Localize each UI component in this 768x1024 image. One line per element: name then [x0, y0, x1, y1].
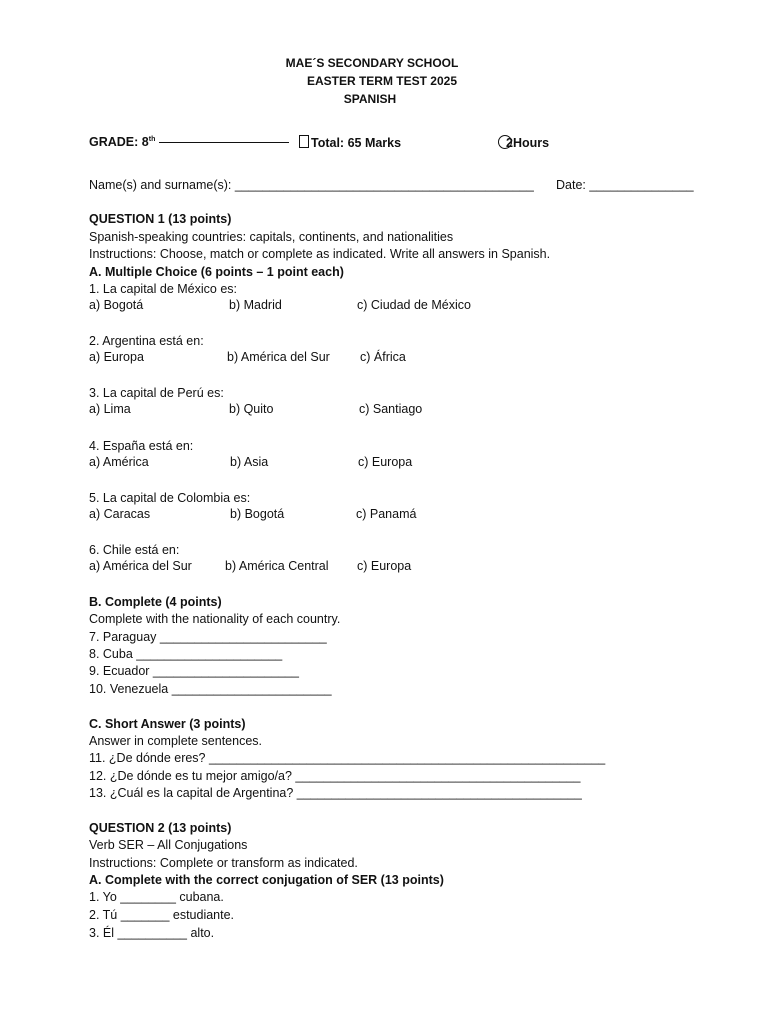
mc-option-a: a) Europa [89, 350, 144, 364]
q2-topic: Verb SER – All Conjugations [89, 838, 248, 852]
grade-field [89, 135, 289, 149]
mc-option-c: c) África [360, 350, 406, 364]
school-name: MAE´S SECONDARY SCHOOL [285, 56, 459, 70]
mc-option-c: c) Panamá [356, 507, 417, 521]
subject-title: SPANISH [343, 92, 397, 106]
missing-glyph-icon [299, 135, 309, 148]
complete-item: 7. Paraguay ________________________ [89, 630, 327, 644]
mc-option-a: a) América del Sur [89, 559, 192, 573]
term-title: EASTER TERM TEST 2025 [306, 74, 458, 88]
q1-title: QUESTION 1 (13 points) [89, 212, 232, 226]
grade-sup: th [148, 136, 156, 143]
q1-c-instructions: Answer in complete sentences. [89, 734, 263, 748]
mc-question: 6. Chile está en: [89, 543, 180, 557]
clock-icon [498, 135, 512, 149]
mc-question: 1. La capital de México es: [89, 282, 237, 296]
mc-option-c: c) Europa [357, 559, 412, 573]
mc-option-b: b) América Central [225, 559, 329, 573]
q2-a-title: A. Complete with the correct conjugation of SER (13 points) [89, 873, 444, 887]
total-marks [299, 135, 401, 150]
total-label: Total: 65 Marks [311, 136, 402, 150]
conjugation-item: 2. Tú _______ estudiante. [89, 908, 235, 922]
date-field: Date: _______________ [556, 178, 694, 192]
complete-item: 10. Venezuela _______________________ [89, 682, 332, 696]
grade-label: GRADE: 8 [89, 135, 149, 149]
mc-option-c: c) Ciudad de México [357, 298, 471, 312]
q1-a-title: A. Multiple Choice (6 points – 1 point each) [89, 265, 344, 279]
short-answer-item: 13. ¿Cuál es la capital de Argentina? _________________________________________ [89, 786, 582, 800]
q1-b-instructions: Complete with the nationality of each country. [89, 612, 341, 626]
duration [498, 135, 549, 150]
mc-question: 2. Argentina está en: [89, 334, 204, 348]
mc-option-c: c) Santiago [359, 402, 423, 416]
mc-option-a: a) Bogotá [89, 298, 144, 312]
q2-title: QUESTION 2 (13 points) [89, 821, 232, 835]
q2-instructions: Instructions: Complete or transform as indicated. [89, 856, 358, 870]
mc-question: 4. España está en: [89, 439, 194, 453]
mc-option-b: b) Bogotá [230, 507, 285, 521]
grade-rule [159, 142, 289, 143]
mc-option-b: b) Asia [230, 455, 269, 469]
mc-question: 3. La capital de Perú es: [89, 386, 224, 400]
q1-topic: Spanish-speaking countries: capitals, continents, and nationalities [89, 230, 454, 244]
hours-label: Hours [512, 136, 550, 150]
conjugation-item: 3. Él __________ alto. [89, 926, 215, 940]
complete-item: 9. Ecuador _____________________ [89, 664, 299, 678]
mc-option-a: a) Lima [89, 402, 131, 416]
mc-option-c: c) Europa [358, 455, 413, 469]
mc-question: 5. La capital de Colombia es: [89, 491, 251, 505]
q1-b-title: B. Complete (4 points) [89, 595, 222, 609]
short-answer-item: 11. ¿De dónde eres? _________________________________________________________ [89, 751, 606, 765]
complete-item: 8. Cuba _____________________ [89, 647, 283, 661]
name-field: Name(s) and surname(s): ___________________________________________ [89, 178, 534, 192]
mc-option-a: a) América [89, 455, 149, 469]
mc-option-b: b) América del Sur [227, 350, 330, 364]
hours-number: 2 [506, 136, 513, 150]
conjugation-item: 1. Yo ________ cubana. [89, 890, 224, 904]
q1-c-title: C. Short Answer (3 points) [89, 717, 246, 731]
mc-option-a: a) Caracas [89, 507, 151, 521]
short-answer-item: 12. ¿De dónde es tu mejor amigo/a? _________________________________________ [89, 769, 581, 783]
q1-instructions: Instructions: Choose, match or complete as indicated. Write all answers in Spanish. [89, 247, 551, 261]
mc-option-b: b) Quito [229, 402, 274, 416]
mc-option-b: b) Madrid [229, 298, 282, 312]
